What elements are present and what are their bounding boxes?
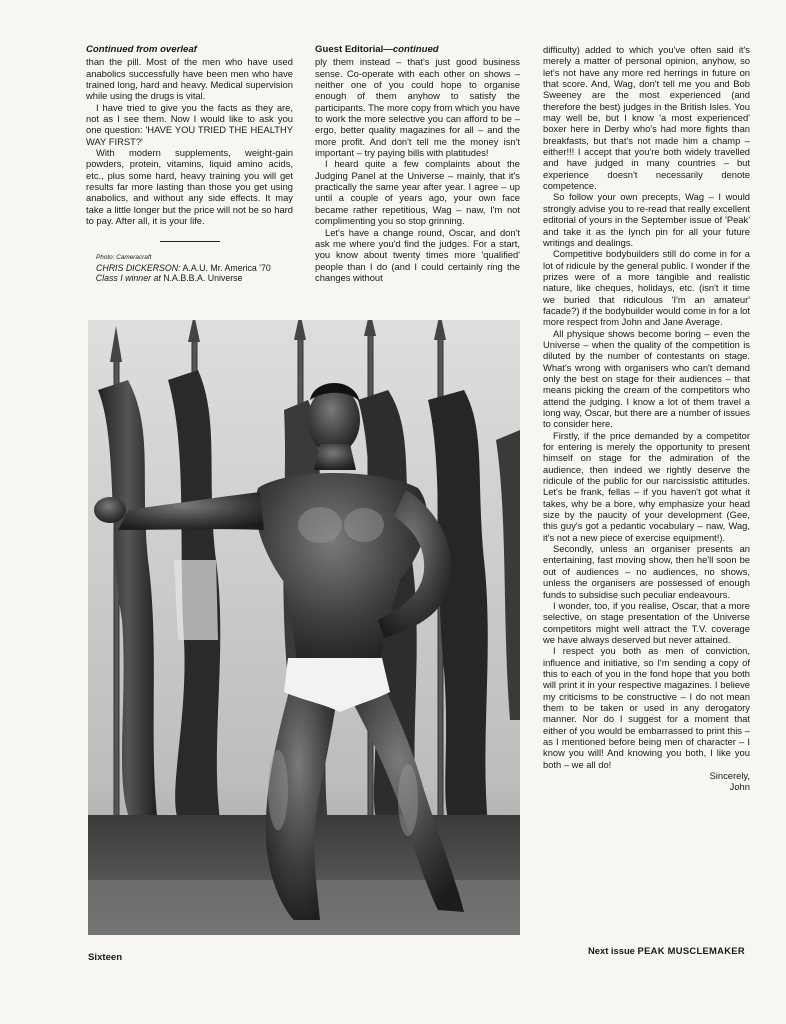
editorial-heading-italic: —continued xyxy=(383,44,439,55)
bodybuilder-posing-photo xyxy=(88,320,520,935)
caption-italic: Class I winner at xyxy=(95,273,161,284)
paragraph: Competitive bodybuilders still do come in for a lot of ridicule by the general public. I wonder if the prizes were of a more tangible and realistic nature, like cheques, holidays, etc. (isn't it time we buried that ridiculous 'I'm an amateur' facade?) if the bodybuilder would come in for a lot more respect from John and Jane Average. xyxy=(543,248,750,328)
photo-credit: Photo: Cameracraft xyxy=(96,253,152,261)
next-issue-label: Next issue xyxy=(588,945,635,956)
paragraph: Firstly, if the price demanded by a competitor for entering is merely the opportunity to present himself on stage for the admiration of the audience, then indeed we rightly deserve the ridicule of the public for our narcissistic attitudes. Let's be frank, fellas – if you haven't got what it takes, why be a bore, why emphasize your head size by the paucity of your development (Gee, this guy's got a pedantic vocabulary – naw, Wag, it's not a new piece of exercise equipment!). xyxy=(543,429,750,543)
column-left xyxy=(86,44,293,284)
column-middle xyxy=(315,44,520,283)
magazine-name: PEAK MUSCLEMAKER xyxy=(637,945,745,956)
continued-heading: Continued from overleaf xyxy=(86,44,197,55)
editorial-heading xyxy=(315,44,520,55)
closing: Sincerely, xyxy=(709,770,750,781)
caption-text-2: N.A.B.B.A. Universe xyxy=(160,273,243,284)
photo-caption xyxy=(86,263,293,284)
paragraph: I respect you both as men of conviction, influence and initiative, so I'm sending a copy of this to each of you in the fond hope that you both will print it in your respective magazines. I believe my criticisms to be constructive – I do not mean them to be taken or used in any derogatory manner. Nor do I suggest for a moment that either of you would be embarrassed to print this – as I mentioned before being men of character – I know you will! And knowing you both, I like you both – we all do! xyxy=(543,645,750,770)
paragraph: Secondly, unless an organiser presents an entertaining, fast moving show, then he'll soon be out of audiences – no audiences, no shows, unless the organisers are possessed of enough funds to subsidise such peculiar endeavours. xyxy=(543,543,750,600)
paragraph: All physique shows become boring – even the Universe – when the quality of the competition is diluted by the number of contestants on stage. What's wrong with organisers who can't demand only the best on stage for their audiences – that means picking the cream of the competitors who attend the judging. I know a lot of them travel a long way, Oscar, but there are a number of issues to consider here. xyxy=(543,327,750,430)
next-issue-note xyxy=(588,945,745,956)
paragraph: Let's have a change round, Oscar, and don't ask me where you'd find the judges. For a start, you know about twenty times more 'qualified' people than I do (and I could certainly ring the changes without xyxy=(315,226,520,283)
paragraph: ply them instead – that's just good business sense. Co-operate with each other on shows – neither one of you could hope to organise enough of them anyhow to satisfy the participants. The more copy from which you have to work the more selective you can afford to be – ergo, better quality magazines for all – and the more profit. And don't tell me the money isn't important – try paying bills with platitudes! xyxy=(315,56,520,159)
paragraph: I wonder, too, if you realise, Oscar, that a more selective, on stage presentation of the Universe competitors might well attract the T.V. coverage we have always deserved but never attained. xyxy=(543,599,750,645)
paragraph: So follow your own precepts, Wag – I would strongly advise you to re-read that really excellent editorial of yours in the September issue of 'Peak' and take it as the lynch pin for all your future writings and dealings. xyxy=(543,191,750,248)
paragraph: I have tried to give you the facts as they are, not as I see them. Now I would like to ask you one question: 'HAVE YOU TRIED THE HEALTHY WAY FIRST?' xyxy=(86,101,293,147)
paragraph: than the pill. Most of the men who have used anabolics successfully have been men who have trained long, hard and heavy. Medical supervision while using the drugs is vital. xyxy=(86,56,293,102)
caption-name: CHRIS DICKERSON: xyxy=(96,262,181,273)
column-right xyxy=(543,44,750,793)
caption-text: A.A.U. Mr. America '70 xyxy=(180,262,271,273)
paragraph: difficulty) added to which you've often said it's merely a matter of personal opinion, anyhow, so let's not have any more red herrings in future on that score. And, Wag, don't tell me you and Bob Sweeney are the most experienced (and therefore the best) judges in the British Isles. You may well be, but I know 'a most experienced' boxer here in Derby who's had more fights than breakfasts, but that's not made him a champ – either!!! I accept that you're both widely travelled and have judged in many countries – but experience doesn't necessarily denote competence. xyxy=(543,44,750,192)
photo-illustration xyxy=(88,320,520,935)
divider-rule xyxy=(160,241,220,242)
paragraph: With modern supplements, weight-gain powders, protein, vitamins, liquid amino acids, etc., plus some hard, heavy training you will get results far more lasting than those you get using anabolics, and without any side effects. It may take a little longer but the price will not be so hard to pay. After all, it is your life. xyxy=(86,147,293,227)
signature: John xyxy=(729,781,750,793)
page-number: Sixteen xyxy=(88,952,123,963)
paragraph: I heard quite a few complaints about the Judging Panel at the Universe – mainly, that it's practically the same year after year. I agree – up until a couple of years ago, your own face became rather repetitious, Wag – naw, I'm not complimenting you so stop grinning. xyxy=(315,158,520,227)
editorial-heading-bold: Guest Editorial xyxy=(315,44,384,55)
